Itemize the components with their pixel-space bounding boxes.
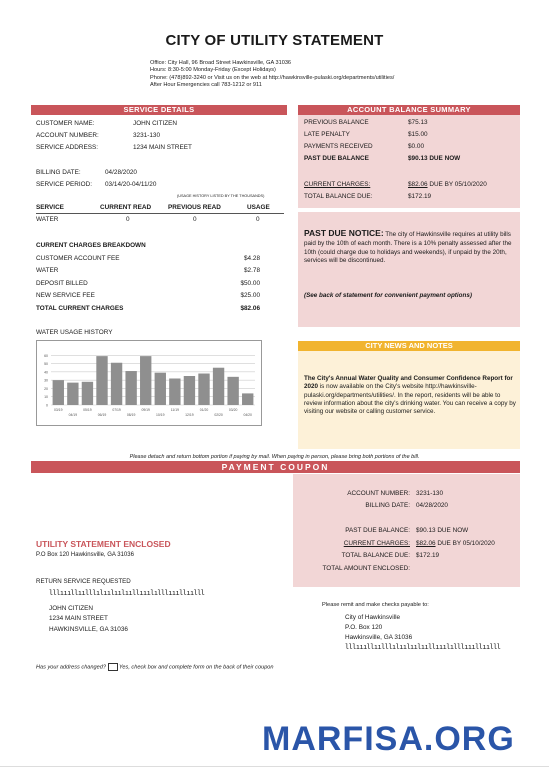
current-charges-value: $82.06 <box>408 181 428 188</box>
charge-amount-2: $50.00 <box>240 280 260 287</box>
x-tick-label: 12/19 <box>185 413 194 417</box>
charge-amount-1: $2.78 <box>244 267 260 274</box>
water-current-read: 0 <box>126 216 130 223</box>
account-number-value: 3231-130 <box>133 132 161 139</box>
y-tick-label: 60 <box>44 353 48 358</box>
customer-barcode: lllıııllıılllılıılıılııllııılılllıııllıılll <box>49 589 205 597</box>
usage-bar <box>242 393 253 405</box>
marfisa-logo <box>262 720 515 759</box>
detach-note: Please detach and return bottom portion if paying by mail. When paying in person, please bring both portions of the bill. <box>129 454 420 460</box>
office-hours: Hours: 8:30-5:00 Monday-Friday (Except Holidays) <box>150 67 276 74</box>
charge-label-3: NEW SERVICE FEE <box>36 292 95 299</box>
office-info <box>150 60 394 89</box>
charge-amount-3: $25.00 <box>240 292 260 299</box>
payment-coupon-header: PAYMENT COUPON <box>31 461 520 473</box>
current-charges-line <box>408 181 487 188</box>
col-service: SERVICE <box>36 204 64 211</box>
x-tick-label: 06/19 <box>97 413 107 417</box>
water-usage-chart <box>36 340 262 426</box>
usage-bar <box>155 373 166 405</box>
news-header: CITY NEWS AND NOTES <box>298 341 520 351</box>
late-penalty-label: LATE PENALTY <box>304 131 350 138</box>
x-tick-label: 04/19 <box>68 413 78 417</box>
x-tick-label: 05/19 <box>83 408 92 412</box>
notice-text: The city of Hawkinsville requires at utility bills paid by the 10th of each month. There is a 10% penalty assessed after the 10th (could charge due to holidays and weekends), if unpaid by the 20th, services will be discontinued. <box>304 231 512 265</box>
coupon-current-line <box>416 540 495 547</box>
return-service-requested: RETURN SERVICE REQUESTED <box>36 578 131 585</box>
service-address-value: 1234 MAIN STREET <box>133 144 192 151</box>
usage-bar <box>184 376 195 405</box>
office-address: Office: City Hall, 96 Broad Street Hawkinsville, GA 31036 <box>150 60 292 66</box>
chart-title: WATER USAGE HISTORY <box>36 329 113 336</box>
current-charges-label: CURRENT CHARGES: <box>304 181 371 188</box>
x-tick-label: 10/19 <box>156 413 165 417</box>
x-tick-label: 07/19 <box>112 408 121 412</box>
remit-box: P.O. Box 120 <box>345 624 383 631</box>
total-balance-label: TOTAL BALANCE DUE: <box>304 193 373 200</box>
usage-note: (USAGE HISTORY LISTED BY THE THOUSANDS) <box>177 194 265 198</box>
x-tick-label: 09/19 <box>141 408 150 412</box>
past-due-value: $90.13 DUE NOW <box>408 155 461 162</box>
coupon-current-due: DUE BY 05/10/2020 <box>437 540 495 547</box>
charge-amount-0: $4.28 <box>244 255 260 262</box>
water-previous-read: 0 <box>193 216 197 223</box>
x-tick-label: 08/19 <box>126 413 136 417</box>
news-bold: The City's Annual Water Quality and Consumer Confidence Report for 2020 <box>304 375 513 391</box>
x-tick-label: 03/19 <box>54 408 63 412</box>
usage-bar <box>96 356 107 405</box>
usage-bar <box>213 368 224 405</box>
usage-bar <box>53 380 64 405</box>
col-usage: USAGE <box>247 204 270 211</box>
customer-name-value: JOHN CITIZEN <box>133 120 178 127</box>
water-service-cell: WATER <box>36 216 59 223</box>
coupon-total-value: $172.19 <box>416 552 440 559</box>
address-street: 1234 MAIN STREET <box>49 615 108 622</box>
water-usage: 0 <box>256 216 260 223</box>
billing-date-value: 04/28/2020 <box>105 169 137 176</box>
statement-enclosed-title: UTILITY STATEMENT ENCLOSED <box>36 539 171 549</box>
col-current-read: CURRENT READ <box>100 204 152 211</box>
table-divider <box>36 213 284 214</box>
previous-balance-label: PREVIOUS BALANCE <box>304 119 369 126</box>
office-phone: Phone: (478)892-3240 or Visit us on the web at http://hawkinsville-pulaski.org/departments/utilities/ <box>150 74 395 81</box>
remit-city: Hawkinsville, GA 31036 <box>345 634 413 641</box>
payments-received-label: PAYMENTS RECEIVED <box>304 143 373 150</box>
x-tick-label: 11/19 <box>170 408 179 412</box>
news-text: is now available on the City's website http://hawkinsville-pulaski.org/departments/utilities/. In the report, residents will be able to review information about the city's drinking water. You can receive a copy by visiting our website or calling customer service. <box>304 383 516 416</box>
charge-label-0: CUSTOMER ACCOUNT FEE <box>36 255 120 262</box>
service-address-label: SERVICE ADDRESS: <box>36 144 99 151</box>
y-tick-label: 50 <box>44 362 48 367</box>
coupon-past-due-value: $90.13 DUE NOW <box>416 527 469 534</box>
logo-text: MARFISA.ORG <box>262 720 515 758</box>
remit-barcode: lllıııllıılllılıılıılııllııılılllıııllıılll <box>345 643 501 651</box>
coupon-total-label: TOTAL BALANCE DUE: <box>341 552 410 559</box>
usage-bar <box>198 374 209 405</box>
coupon-account-label: ACCOUNT NUMBER: <box>347 490 410 497</box>
see-back-note: (See back of statement for convenient payment options) <box>304 292 472 299</box>
col-previous-read: PREVIOUS READ <box>168 204 221 211</box>
service-period-label: SERVICE PERIOD: <box>36 181 92 188</box>
total-charges-amount: $82.06 <box>240 305 260 312</box>
previous-balance-value: $75.13 <box>408 119 428 126</box>
po-box: P.O Box 120 Hawkinsville, GA 31036 <box>36 552 134 558</box>
address-city: HAWKINSVILLE, GA 31036 <box>49 626 128 633</box>
y-tick-label: 10 <box>44 395 48 400</box>
charge-label-2: DEPOSIT BILLED <box>36 280 88 287</box>
notice-heading: PAST DUE NOTICE: <box>304 228 384 238</box>
news-body <box>304 375 516 416</box>
statement-title: CITY OF UTILITY STATEMENT <box>165 32 384 49</box>
y-tick-label: 30 <box>44 378 48 383</box>
usage-bar <box>140 356 151 405</box>
bottom-rule <box>0 766 549 767</box>
usage-bar <box>125 371 136 405</box>
usage-chart-svg <box>37 341 261 425</box>
usage-bar <box>82 382 93 405</box>
x-tick-label: 02/20 <box>214 413 223 417</box>
usage-bar <box>169 378 180 405</box>
remit-label: Please remit and make checks payable to: <box>322 602 429 608</box>
address-changed-row <box>36 663 274 671</box>
coupon-billing-value: 04/28/2020 <box>416 502 448 509</box>
total-balance-value: $172.19 <box>408 193 432 200</box>
remit-name: City of Hawkinsville <box>345 614 401 621</box>
y-tick-label: 0 <box>46 403 48 408</box>
payments-received-value: $0.00 <box>408 143 424 150</box>
coupon-billing-label: BILLING DATE: <box>365 502 410 509</box>
customer-name-label: CUSTOMER NAME: <box>36 120 95 127</box>
service-details-header: SERVICE DETAILS <box>31 105 287 115</box>
past-due-notice <box>304 229 514 266</box>
charges-breakdown-heading: CURRENT CHARGES BREAKDOWN <box>36 242 146 249</box>
coupon-past-due-label: PAST DUE BALANCE: <box>345 527 410 534</box>
service-period-value: 03/14/20-04/11/20 <box>105 181 157 188</box>
current-charges-due: DUE BY 05/10/2020 <box>429 181 487 188</box>
coupon-enclosed-label: TOTAL AMOUNT ENCLOSED: <box>322 565 410 572</box>
coupon-account-value: 3231-130 <box>416 490 444 497</box>
x-tick-label: 03/20 <box>228 408 238 412</box>
address-changed-instructions: Yes, check box and complete form on the back of their coupon <box>118 664 274 671</box>
address-changed-checkbox[interactable] <box>108 663 118 671</box>
billing-date-label: BILLING DATE: <box>36 169 81 176</box>
coupon-current-value: $82.06 <box>416 540 436 547</box>
x-tick-label: 01/20 <box>199 408 209 412</box>
y-tick-label: 40 <box>44 370 48 375</box>
account-number-label: ACCOUNT NUMBER: <box>36 132 99 139</box>
late-penalty-value: $15.00 <box>408 131 428 138</box>
charge-label-1: WATER <box>36 267 59 274</box>
summary-header: ACCOUNT BALANCE SUMMARY <box>298 105 520 115</box>
usage-bar <box>67 383 78 405</box>
x-tick-label: 04/20 <box>243 413 252 417</box>
address-name: JOHN CITIZEN <box>49 605 94 612</box>
usage-bar <box>227 377 238 405</box>
past-due-label: PAST DUE BALANCE <box>304 155 369 162</box>
total-charges-label: TOTAL CURRENT CHARGES <box>36 305 124 312</box>
address-changed-question: Has your address changed? <box>36 664 106 671</box>
office-emergency: After Hour Emergencies call 783-1212 or 911 <box>150 81 262 88</box>
y-tick-label: 20 <box>44 386 48 391</box>
usage-bar <box>111 363 122 405</box>
coupon-current-label: CURRENT CHARGES: <box>343 540 410 547</box>
